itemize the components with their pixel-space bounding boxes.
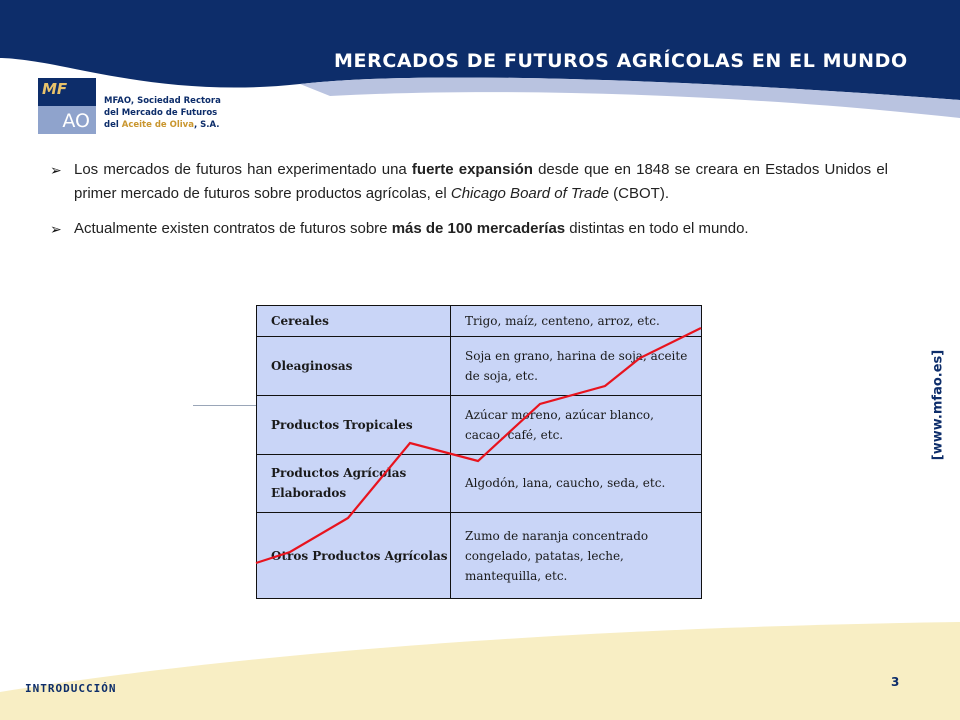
arrow-bullet-icon: ➢ (50, 162, 62, 178)
mfao-logo (38, 78, 96, 134)
bullet-list (50, 158, 888, 252)
commodity-table (256, 305, 702, 599)
table-row (257, 306, 702, 337)
category-cell: Productos Agrícolas Elaborados (257, 454, 451, 513)
examples-cell: Azúcar moreno, azúcar blanco, cacao, café, etc. (451, 395, 702, 454)
category-cell: Oleaginosas (257, 337, 451, 396)
table-row (257, 454, 702, 513)
logo-line-2: del Mercado de Futuros (104, 108, 218, 118)
logo-line-1: MFAO, Sociedad Rectora (104, 96, 221, 106)
category-cell: Cereales (257, 306, 451, 337)
logo-company-name (104, 95, 221, 131)
table-row (257, 513, 702, 599)
divider-line (193, 405, 263, 406)
website-link[interactable] (918, 349, 958, 461)
examples-cell: Trigo, maíz, centeno, arroz, etc. (451, 306, 702, 337)
logo-mark-bottom: AO (62, 110, 90, 132)
category-cell: Productos Tropicales (257, 395, 451, 454)
section-label: INTRODUCCIÓN (25, 682, 117, 695)
examples-cell: Soja en grano, harina de soja, aceite de soja, etc. (451, 337, 702, 396)
table-row (257, 395, 702, 454)
category-cell: Otros Productos Agrícolas (257, 513, 451, 599)
examples-cell: Algodón, lana, caucho, seda, etc. (451, 454, 702, 513)
footer-band (0, 600, 960, 720)
arrow-bullet-icon: ➢ (50, 221, 62, 237)
bullet-item-1: ➢ Los mercados de futuros han experimentado una fuerte expansión desde que en 1848 se creara en Estados Unidos el primer mercado de futuros sobre productos agrícolas, el Chicago Board of Trade (CBOT). (50, 158, 888, 206)
logo-mark-top: MF (42, 80, 68, 98)
bullet-item-2: ➢ Actualmente existen contratos de futuros sobre más de 100 mercaderías distintas en todo el mundo. (50, 217, 888, 241)
examples-cell: Zumo de naranja concentrado congelado, patatas, leche, mantequilla, etc. (451, 513, 702, 599)
website-link-text: [www.mfao.es] (930, 349, 946, 461)
page-number: 3 (891, 675, 900, 689)
slide-title: MERCADOS DE FUTUROS AGRÍCOLAS EN EL MUNDO (334, 50, 908, 72)
table-row (257, 337, 702, 396)
logo-line-3: del Aceite de Oliva, S.A. (104, 120, 220, 130)
